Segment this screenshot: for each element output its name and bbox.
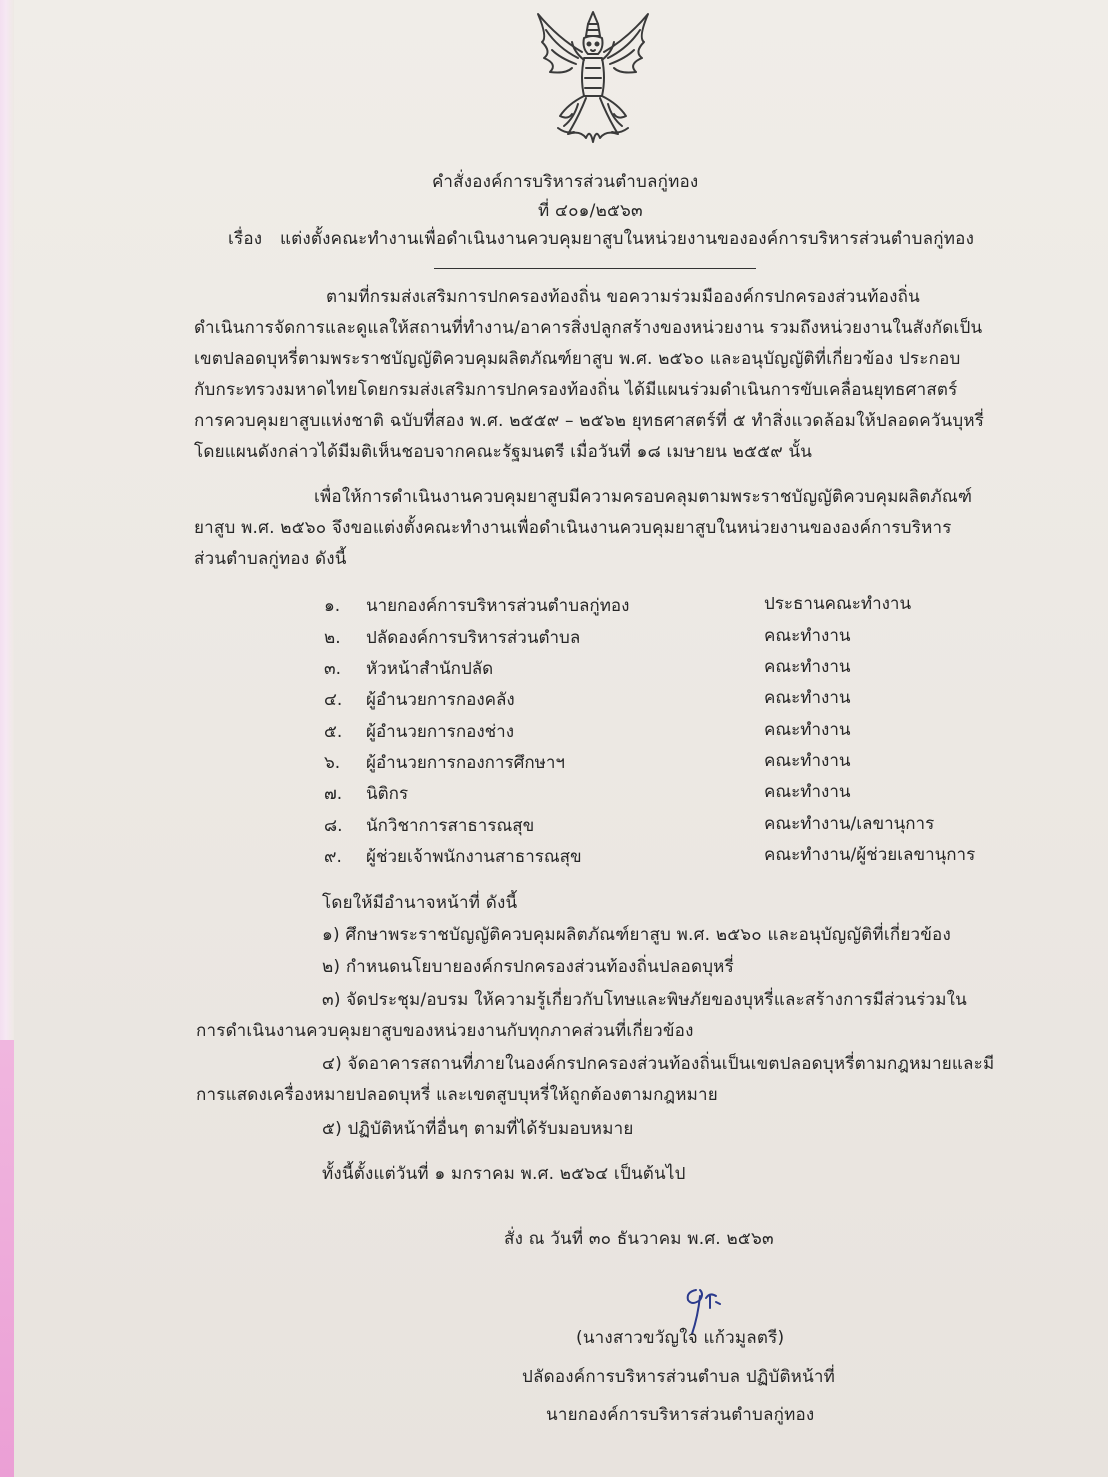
- duty-line: ๕) ปฏิบัติหน้าที่อื่นๆ ตามที่ได้รับมอบหมาย: [322, 1119, 634, 1139]
- desk-background-edge: [0, 1040, 14, 1477]
- para2-line: ส่วนตำบลกู่ทอง ดังนี้: [194, 549, 347, 569]
- para1-line: ตามที่กรมส่งเสริมการปกครองท้องถิ่น ขอความร่วมมือองค์กรปกครองส่วนท้องถิ่น: [326, 287, 920, 307]
- para1-line: โดยแผนดังกล่าวได้มีมติเห็นชอบจากคณะรัฐมนตรี เมื่อวันที่ ๑๘ เมษายน ๒๕๕๙ นั้น: [194, 442, 813, 462]
- member-role: คณะทำงาน: [764, 688, 851, 708]
- member-number: ๔.: [324, 690, 343, 710]
- order-title: คำสั่งองค์การบริหารส่วนตำบลกู่ทอง: [432, 172, 699, 192]
- header-divider: [434, 268, 756, 269]
- member-number: ๖.: [324, 753, 341, 773]
- member-number: ๑.: [324, 596, 341, 616]
- member-role: คณะทำงาน/ผู้ช่วยเลขานุการ: [764, 845, 976, 865]
- duty-line: ๒) กำหนดนโยบายองค์กรปกครองส่วนท้องถิ่นปลอดบุหรี่: [322, 957, 734, 977]
- member-number: ๘.: [324, 816, 343, 836]
- order-number: ที่ ๔๐๑/๒๕๖๓: [538, 201, 643, 221]
- member-name: ผู้อำนวยการกองช่าง: [366, 722, 515, 742]
- member-role: คณะทำงาน: [764, 782, 851, 802]
- subject-text: แต่งตั้งคณะทำงานเพื่อดำเนินงานควบคุมยาสูบในหน่วยงานขององค์การบริหารส่วนตำบลกู่ทอง: [280, 229, 975, 249]
- signer-position: นายกองค์การบริหารส่วนตำบลกู่ทอง: [546, 1405, 815, 1425]
- subject-label: เรื่อง: [228, 229, 263, 249]
- para1-line: ดำเนินการจัดการและดูแลให้สถานที่ทำงาน/อาคารสิ่งปลูกสร้างของหน่วยงาน รวมถึงหน่วยงานในสังกัดเป็น: [194, 318, 983, 338]
- member-name: ผู้อำนวยการกองคลัง: [366, 690, 515, 710]
- member-role: คณะทำงาน/เลขานุการ: [764, 814, 935, 834]
- duty-line: การแสดงเครื่องหมายปลอดบุหรี่ และเขตสูบบุหรี่ให้ถูกต้องตามกฎหมาย: [196, 1085, 718, 1105]
- effective-date: ทั้งนี้ตั้งแต่วันที่ ๑ มกราคม พ.ศ. ๒๕๖๔ เป็นต้นไป: [322, 1164, 686, 1184]
- member-role: คณะทำงาน: [764, 626, 851, 646]
- member-role: ประธานคณะทำงาน: [764, 594, 912, 614]
- member-name: นายกองค์การบริหารส่วนตำบลกู่ทอง: [366, 596, 630, 616]
- member-number: ๒.: [324, 628, 341, 648]
- duties-intro: โดยให้มีอำนาจหน้าที่ ดังนี้: [322, 893, 518, 913]
- duty-line: ๑) ศึกษาพระราชบัญญัติควบคุมผลิตภัณฑ์ยาสูบ พ.ศ. ๒๕๖๐ และอนุบัญญัติที่เกี่ยวข้อง: [322, 925, 951, 945]
- para1-line: การควบคุมยาสูบแห่งชาติ ฉบับที่สอง พ.ศ. ๒๕๕๙ – ๒๕๖๒ ยุทธศาสตร์ที่ ๕ ทำสิ่งแวดล้อมให้ปลอดควันบุหรี่: [194, 411, 985, 431]
- para2-line: ยาสูบ พ.ศ. ๒๕๖๐ จึงขอแต่งตั้งคณะทำงานเพื่อดำเนินงานควบคุมยาสูบในหน่วยงานขององค์การบริหาร: [194, 518, 952, 538]
- member-name: ผู้อำนวยการกองการศึกษาฯ: [366, 753, 565, 773]
- duty-line: การดำเนินงานควบคุมยาสูบของหน่วยงานกับทุกภาคส่วนที่เกี่ยวข้อง: [196, 1021, 694, 1041]
- member-number: ๗.: [324, 784, 343, 804]
- member-number: ๓.: [324, 659, 342, 679]
- para1-line: เขตปลอดบุหรี่ตามพระราชบัญญัติควบคุมผลิตภัณฑ์ยาสูบ พ.ศ. ๒๕๖๐ และอนุบัญญัติที่เกี่ยวข้อง ประกอบ: [194, 349, 961, 369]
- member-number: ๙.: [324, 847, 342, 867]
- garuda-emblem-icon: [528, 8, 658, 146]
- member-name: นักวิชาการสาธารณสุข: [366, 816, 535, 836]
- duty-line: ๓) จัดประชุม/อบรม ให้ความรู้เกี่ยวกับโทษและพิษภัยของบุหรี่และสร้างการมีส่วนร่วมใน: [322, 990, 967, 1010]
- duty-line: ๔) จัดอาคารสถานที่ภายในองค์กรปกครองส่วนท้องถิ่นเป็นเขตปลอดบุหรี่ตามกฎหมายและมี: [322, 1054, 995, 1074]
- signer-name: (นางสาวขวัญใจ แก้วมูลตรี): [576, 1328, 785, 1348]
- member-name: นิติกร: [366, 784, 409, 804]
- member-role: คณะทำงาน: [764, 751, 851, 771]
- member-name: ปลัดองค์การบริหารส่วนตำบล: [366, 628, 581, 648]
- member-role: คณะทำงาน: [764, 720, 851, 740]
- member-name: หัวหน้าสำนักปลัด: [366, 659, 494, 679]
- ordered-date: สั่ง ณ วันที่ ๓๐ ธันวาคม พ.ศ. ๒๕๖๓: [504, 1229, 774, 1249]
- member-name: ผู้ช่วยเจ้าพนักงานสาธารณสุข: [366, 847, 582, 867]
- para1-line: กับกระทรวงมหาดไทยโดยกรมส่งเสริมการปกครองท้องถิ่น ได้มีแผนร่วมดำเนินการขับเคลื่อนยุทธศาสตร์: [194, 380, 958, 400]
- para2-line: เพื่อให้การดำเนินงานควบคุมยาสูบมีความครอบคลุมตามพระราชบัญญัติควบคุมผลิตภัณฑ์: [314, 487, 973, 507]
- member-number: ๕.: [324, 722, 343, 742]
- member-role: คณะทำงาน: [764, 657, 851, 677]
- signer-position: ปลัดองค์การบริหารส่วนตำบล ปฏิบัติหน้าที่: [522, 1367, 836, 1387]
